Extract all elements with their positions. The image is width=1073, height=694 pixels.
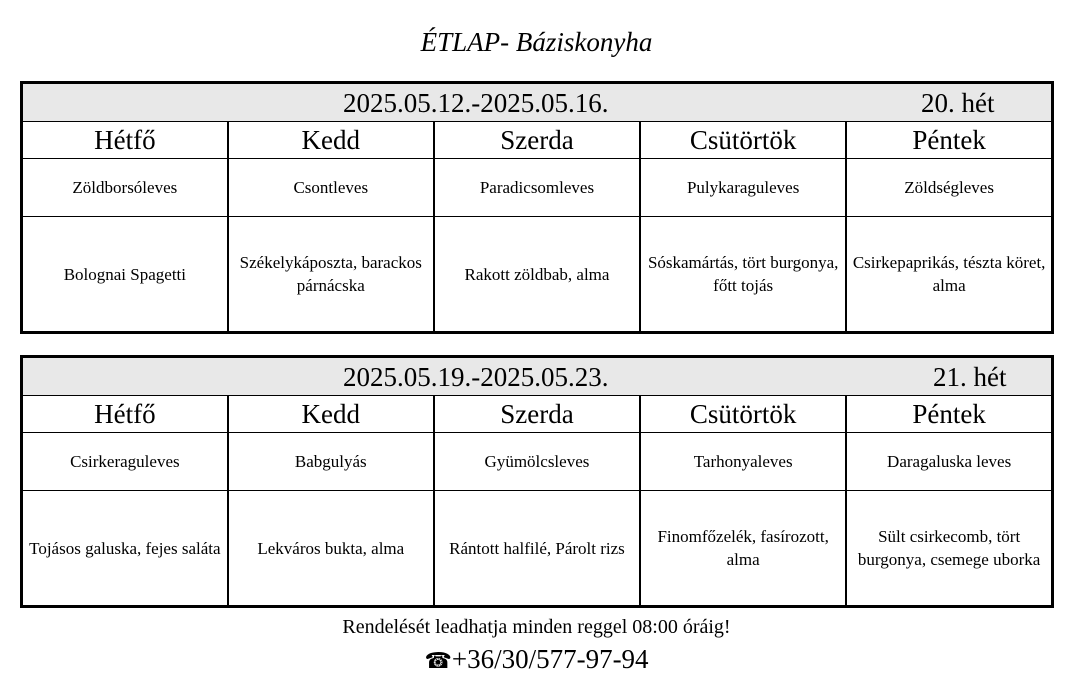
day-header: Péntek	[846, 122, 1052, 159]
main-course-cell: Bolognai Spagetti	[22, 217, 228, 333]
soup-cell: Tarhonyaleves	[640, 433, 846, 491]
soup-cell: Daragaluska leves	[846, 433, 1052, 491]
main-course-cell: Lekváros bukta, alma	[228, 491, 434, 607]
soup-cell: Csontleves	[228, 159, 434, 217]
day-header: Hétfő	[22, 396, 228, 433]
main-course-cell: Sült csirkecomb, tört burgonya, csemege uborka	[846, 491, 1052, 607]
week-number: 20. hét	[921, 88, 995, 118]
week-table-1	[20, 81, 1054, 334]
soup-cell: Pulykaraguleves	[640, 159, 846, 217]
week-date-range: 2025.05.19.-2025.05.23.	[343, 362, 609, 392]
soup-cell: Gyümölcsleves	[434, 433, 640, 491]
day-header: Kedd	[228, 396, 434, 433]
soup-cell: Zöldségleves	[846, 159, 1052, 217]
soup-cell: Babgulyás	[228, 433, 434, 491]
week-number: 21. hét	[933, 362, 1007, 392]
day-header: Péntek	[846, 396, 1052, 433]
day-header: Szerda	[434, 122, 640, 159]
main-course-cell: Székelykáposzta, barackos párnácska	[228, 217, 434, 333]
order-deadline-note: Rendelését leadhatja minden reggel 08:00 óráig!	[342, 616, 731, 638]
phone-line	[0, 642, 1073, 679]
day-header-row	[22, 122, 1053, 159]
main-course-cell: Tojásos galuska, fejes saláta	[22, 491, 228, 607]
main-course-cell: Finomfőzelék, fasírozott, alma	[640, 491, 846, 607]
soup-row	[22, 433, 1053, 491]
week-date-range: 2025.05.12.-2025.05.16.	[343, 88, 609, 118]
main-course-cell: Sóskamártás, tört burgonya, főtt tojás	[640, 217, 846, 333]
day-header: Csütörtök	[640, 396, 846, 433]
week-table-2	[20, 355, 1054, 608]
day-header: Szerda	[434, 396, 640, 433]
main-course-row	[22, 217, 1053, 333]
day-header: Hétfő	[22, 122, 228, 159]
page-title: ÉTLAP- Báziskonyha	[420, 27, 653, 57]
main-course-cell: Rántott halfilé, Párolt rizs	[434, 491, 640, 607]
soup-cell: Paradicsomleves	[434, 159, 640, 217]
day-header-row	[22, 396, 1053, 433]
soup-cell: Csirkeraguleves	[22, 433, 228, 491]
phone-number: +36/30/577-97-94	[451, 644, 649, 674]
main-course-cell: Csirkepaprikás, tészta köret, alma	[846, 217, 1052, 333]
telephone-icon: ☎	[424, 649, 452, 674]
day-header: Csütörtök	[640, 122, 846, 159]
soup-row	[22, 159, 1053, 217]
day-header: Kedd	[228, 122, 434, 159]
main-course-cell: Rakott zöldbab, alma	[434, 217, 640, 333]
week-header	[22, 83, 1053, 122]
main-course-row	[22, 491, 1053, 607]
week-header	[22, 357, 1053, 396]
soup-cell: Zöldborsóleves	[22, 159, 228, 217]
